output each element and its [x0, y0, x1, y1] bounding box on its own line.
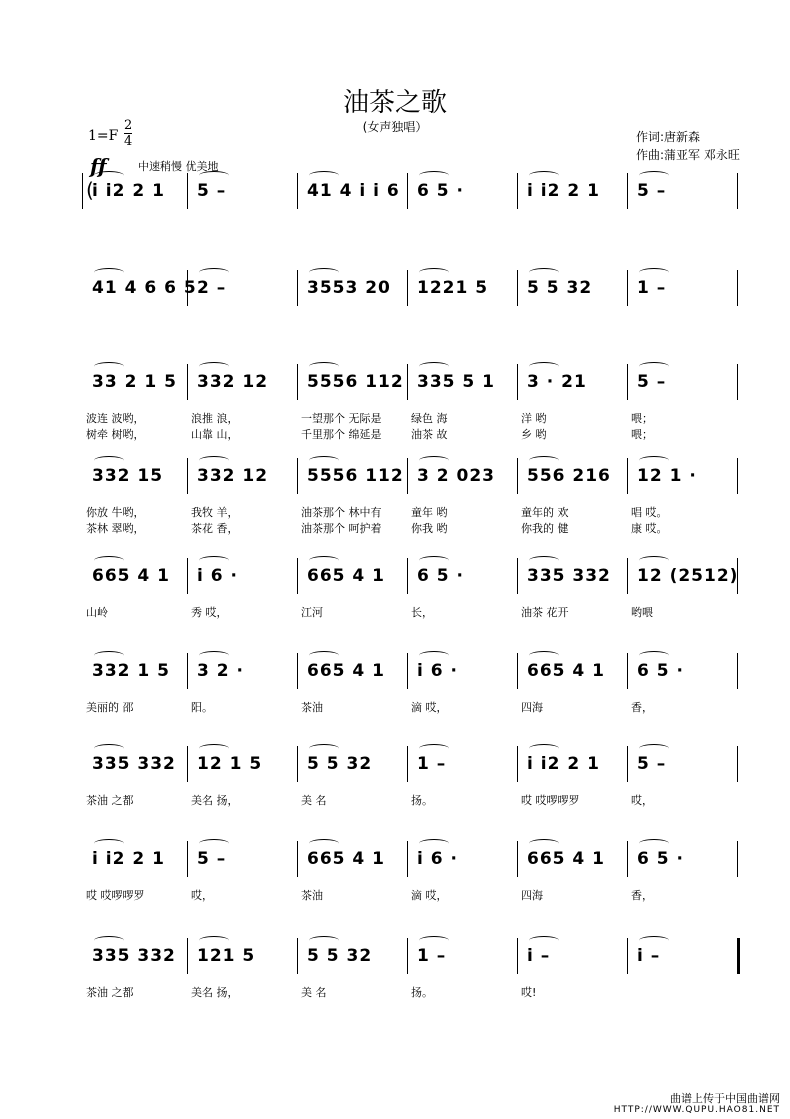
measure-notes: 5 – [197, 849, 227, 869]
slur-mark [199, 936, 229, 945]
slur-mark [639, 362, 669, 371]
bar-line [517, 653, 518, 689]
bar-line [187, 653, 188, 689]
slur-mark [199, 839, 229, 848]
lyric-text: 童年的 欢 [521, 506, 569, 519]
lyric-text: 乡 哟 [521, 428, 547, 441]
slur-mark [309, 456, 339, 465]
slur-mark [529, 268, 559, 277]
slur-mark [309, 268, 339, 277]
key-signature: 1=F [88, 128, 119, 144]
bar-line [627, 938, 628, 974]
score-system [82, 366, 742, 446]
bar-line [407, 653, 408, 689]
bar-line [407, 841, 408, 877]
measure-notes: 5556 112 [307, 466, 404, 486]
measure-notes: 5 – [637, 372, 667, 392]
bar-line [627, 653, 628, 689]
slur-mark [419, 362, 449, 371]
measure-notes: 335 332 [92, 946, 176, 966]
bar-line [297, 558, 298, 594]
measure-notes: 6 5 · [637, 849, 684, 869]
lyric-text: 哎， [631, 794, 653, 807]
measure-notes: 332 12 [197, 372, 269, 392]
bar-line [517, 173, 518, 209]
lyric-text: 茶油 [301, 701, 323, 714]
measure-notes: 3 2 023 [417, 466, 495, 486]
bar-line [517, 270, 518, 306]
bar-line [297, 746, 298, 782]
measure-notes: i 6 · [417, 849, 458, 869]
bar-line [187, 746, 188, 782]
slur-mark [419, 744, 449, 753]
measure-notes: 121 5 [197, 946, 256, 966]
measure-notes: 556 216 [527, 466, 611, 486]
slur-mark [94, 936, 124, 945]
slur-mark [199, 556, 229, 565]
bar-line [737, 173, 738, 209]
slur-mark [419, 556, 449, 565]
bar-line [627, 558, 628, 594]
lyric-text: 康 哎。 [631, 522, 668, 535]
score-system [82, 655, 742, 735]
slur-mark [309, 362, 339, 371]
measure-notes: 1221 5 [417, 278, 489, 298]
measure-notes: i 6 · [417, 661, 458, 681]
slur-mark [309, 839, 339, 848]
measure-notes: i i2 2 1 [527, 181, 600, 201]
lyric-text: 洋 哟 [521, 412, 547, 425]
bar-line [517, 746, 518, 782]
lyric-text: 山靠 山， [191, 428, 239, 441]
slur-mark [529, 744, 559, 753]
bar-line [297, 270, 298, 306]
slur-mark [639, 456, 669, 465]
measure-notes: 332 12 [197, 466, 269, 486]
bar-line [407, 364, 408, 400]
lyric-text: 油茶那个 呵护着 [301, 522, 382, 535]
slur-mark [639, 936, 669, 945]
lyric-text: 长， [411, 606, 433, 619]
measure-notes: 5556 112 [307, 372, 404, 392]
measure-notes: 5 5 32 [527, 278, 593, 298]
bar-line [407, 173, 408, 209]
slur-mark [529, 456, 559, 465]
lyric-text: 油茶 花开 [521, 606, 569, 619]
bar-line [737, 270, 738, 306]
slur-mark [94, 744, 124, 753]
measure-notes: i – [637, 946, 661, 966]
measure-notes: 41 4 6 6 5 [92, 278, 197, 298]
slur-mark [309, 744, 339, 753]
lyric-text: 油茶 故 [411, 428, 448, 441]
song-title: 油茶之歌 [342, 88, 447, 118]
slur-mark [309, 651, 339, 660]
measure-notes: 41 4 i i 6 [307, 181, 400, 201]
bar-line [737, 364, 738, 400]
slur-mark [639, 651, 669, 660]
lyric-text: 喂； [631, 412, 653, 425]
time-signature-top: 2 [124, 118, 133, 133]
measure-notes: 6 5 · [417, 566, 464, 586]
measure-notes: 332 1 5 [92, 661, 170, 681]
slur-mark [94, 171, 124, 180]
score-system [82, 175, 742, 255]
slur-mark [639, 744, 669, 753]
footer-site: 曲谱上传于中国曲谱网 [670, 1092, 780, 1105]
bar-line [517, 458, 518, 494]
slur-mark [639, 268, 669, 277]
lyric-text: 香， [631, 889, 653, 902]
score-system [82, 460, 742, 540]
score-system [82, 748, 742, 828]
measure-notes: 665 4 1 [92, 566, 170, 586]
slur-mark [419, 651, 449, 660]
measure-notes: 3 2 · [197, 661, 244, 681]
bar-line [297, 841, 298, 877]
lyric-text: 喂； [631, 428, 653, 441]
slur-mark [419, 456, 449, 465]
lyric-text: 扬。 [411, 986, 433, 999]
slur-mark [94, 268, 124, 277]
bar-line [407, 270, 408, 306]
bar-line [627, 458, 628, 494]
lyricist-credit: 作词:唐新森 [636, 130, 701, 144]
slur-mark [529, 556, 559, 565]
slur-mark [199, 362, 229, 371]
measure-notes: 665 4 1 [527, 661, 605, 681]
lyric-text: 茶油 [301, 889, 323, 902]
measure-notes: 665 4 1 [307, 661, 385, 681]
bar-line [82, 173, 83, 209]
bar-line [187, 458, 188, 494]
lyric-text: 美名 扬， [191, 986, 239, 999]
lyric-text: 哎， [191, 889, 213, 902]
lyric-text: 唱 哎。 [631, 506, 668, 519]
slur-mark [419, 936, 449, 945]
measure-notes: 2 – [197, 278, 227, 298]
measure-notes: i i2 2 1 [92, 181, 165, 201]
score-system [82, 272, 742, 352]
measure-notes: i i2 2 1 [92, 849, 165, 869]
measure-notes: 5 – [637, 181, 667, 201]
slur-mark [309, 936, 339, 945]
bar-line [517, 364, 518, 400]
bar-line [297, 938, 298, 974]
bar-line [407, 458, 408, 494]
slur-mark [639, 171, 669, 180]
lyric-text: 你我 哟 [411, 522, 448, 535]
lyric-text: 绿色 海 [411, 412, 448, 425]
lyric-text: 浪推 浪， [191, 412, 239, 425]
composer-credit: 作曲:蒲亚军 邓永旺 [636, 148, 740, 162]
measure-notes: 335 332 [527, 566, 611, 586]
measure-notes: 5 – [197, 181, 227, 201]
measure-notes: 665 4 1 [307, 566, 385, 586]
bar-line [187, 364, 188, 400]
lyric-text: 美丽的 邵 [86, 701, 134, 714]
bar-line [187, 558, 188, 594]
lyric-text: 我牧 羊， [191, 506, 239, 519]
bar-line [627, 364, 628, 400]
measure-notes: 1 – [417, 946, 447, 966]
bar-line [627, 841, 628, 877]
bar-line [187, 938, 188, 974]
lyric-text: 美 名 [301, 794, 327, 807]
slur-mark [199, 456, 229, 465]
measure-notes: 335 5 1 [417, 372, 495, 392]
measure-notes: i i2 2 1 [527, 754, 600, 774]
footer-url: HTTP://WWW.QUPU.HAO81.NET [613, 1105, 780, 1115]
slur-mark [94, 362, 124, 371]
slur-mark [199, 171, 229, 180]
lyric-text: 美 名 [301, 986, 327, 999]
measure-notes: 665 4 1 [307, 849, 385, 869]
lyric-text: 扬。 [411, 794, 433, 807]
measure-notes: 33 2 1 5 [92, 372, 177, 392]
time-signature [124, 118, 132, 149]
lyric-text: 茶油 之都 [86, 794, 134, 807]
slur-mark [639, 556, 669, 565]
measure-notes: 332 15 [92, 466, 164, 486]
measure-notes: 3 · 21 [527, 372, 587, 392]
measure-notes: 5 5 32 [307, 754, 373, 774]
lyric-text: 树牵 树哟， [86, 428, 145, 441]
measure-notes: 12 1 5 [197, 754, 263, 774]
lyric-text: 四海 [521, 889, 543, 902]
lyric-text: 四海 [521, 701, 543, 714]
slur-mark [529, 839, 559, 848]
lyric-text: 江河 [301, 606, 323, 619]
bar-line [737, 746, 738, 782]
lyric-text: 千里那个 绵延是 [301, 428, 382, 441]
slur-mark [419, 839, 449, 848]
dynamics-marking: ff [90, 154, 107, 178]
bar-line [627, 746, 628, 782]
lyric-text: 山岭 [86, 606, 108, 619]
slur-mark [94, 651, 124, 660]
slur-mark [309, 556, 339, 565]
slur-mark [94, 839, 124, 848]
measure-notes: 665 4 1 [527, 849, 605, 869]
bar-line [297, 364, 298, 400]
slur-mark [199, 651, 229, 660]
lyric-text: 秀 哎， [191, 606, 228, 619]
bar-line [297, 173, 298, 209]
slur-mark [529, 362, 559, 371]
lyric-text: 滴 哎， [411, 701, 448, 714]
measure-notes: 12 (2512) [637, 566, 739, 586]
score-system [82, 843, 742, 923]
bar-line [517, 841, 518, 877]
slur-mark [529, 936, 559, 945]
bar-line [187, 173, 188, 209]
bar-line [297, 458, 298, 494]
time-signature-bottom: 4 [124, 134, 133, 149]
bar-line [517, 938, 518, 974]
lyric-text: 哎! [521, 986, 537, 999]
measure-notes: 6 5 · [417, 181, 464, 201]
slur-mark [94, 556, 124, 565]
lyric-text: 哟喂 [631, 606, 653, 619]
slur-mark [639, 839, 669, 848]
lyric-text: 茶林 翠哟， [86, 522, 145, 535]
lyric-text: 滴 哎， [411, 889, 448, 902]
lyric-text: 美名 扬， [191, 794, 239, 807]
lyric-text: 茶油 之都 [86, 986, 134, 999]
lyric-text: 茶花 香， [191, 522, 239, 535]
lyric-text: 香， [631, 701, 653, 714]
tempo-marking: 中速稍慢 优美地 [138, 160, 219, 173]
bar-line [297, 653, 298, 689]
lyric-text: 油茶那个 林中有 [301, 506, 382, 519]
bar-line [407, 746, 408, 782]
measure-notes: 1 – [637, 278, 667, 298]
measure-notes: 12 1 · [637, 466, 697, 486]
bar-line [187, 841, 188, 877]
lyric-text: 你放 牛哟， [86, 506, 145, 519]
slur-mark [199, 744, 229, 753]
lyric-text: 波连 波哟， [86, 412, 145, 425]
measure-notes: 3553 20 [307, 278, 391, 298]
bar-line [627, 270, 628, 306]
lyric-text: 阳。 [191, 701, 213, 714]
slur-mark [419, 268, 449, 277]
slur-mark [94, 456, 124, 465]
slur-mark [529, 651, 559, 660]
measure-notes: 6 5 · [637, 661, 684, 681]
slur-mark [529, 171, 559, 180]
bar-line [737, 653, 738, 689]
bar-line [407, 938, 408, 974]
lyric-text: 哎 哎啰啰罗 [521, 794, 580, 807]
score-system [82, 560, 742, 640]
measure-notes: 5 – [637, 754, 667, 774]
bar-line [737, 841, 738, 877]
lyric-text: 哎 哎啰啰罗 [86, 889, 145, 902]
bar-line [517, 558, 518, 594]
bar-line [737, 458, 738, 494]
song-subtitle: (女声独唱） [362, 120, 428, 134]
lyric-text: 童年 哟 [411, 506, 448, 519]
score-system [82, 940, 742, 1020]
bar-line [407, 558, 408, 594]
slur-mark [309, 171, 339, 180]
slur-mark [419, 171, 449, 180]
lyric-text: 你我的 健 [521, 522, 569, 535]
bar-line [737, 938, 740, 974]
measure-notes: 335 332 [92, 754, 176, 774]
lyric-text: 一望那个 无际是 [301, 412, 382, 425]
repeat-paren: ( [86, 178, 94, 202]
measure-notes: i 6 · [197, 566, 238, 586]
slur-mark [199, 268, 229, 277]
bar-line [627, 173, 628, 209]
measure-notes: 5 5 32 [307, 946, 373, 966]
measure-notes: i – [527, 946, 551, 966]
measure-notes: 1 – [417, 754, 447, 774]
